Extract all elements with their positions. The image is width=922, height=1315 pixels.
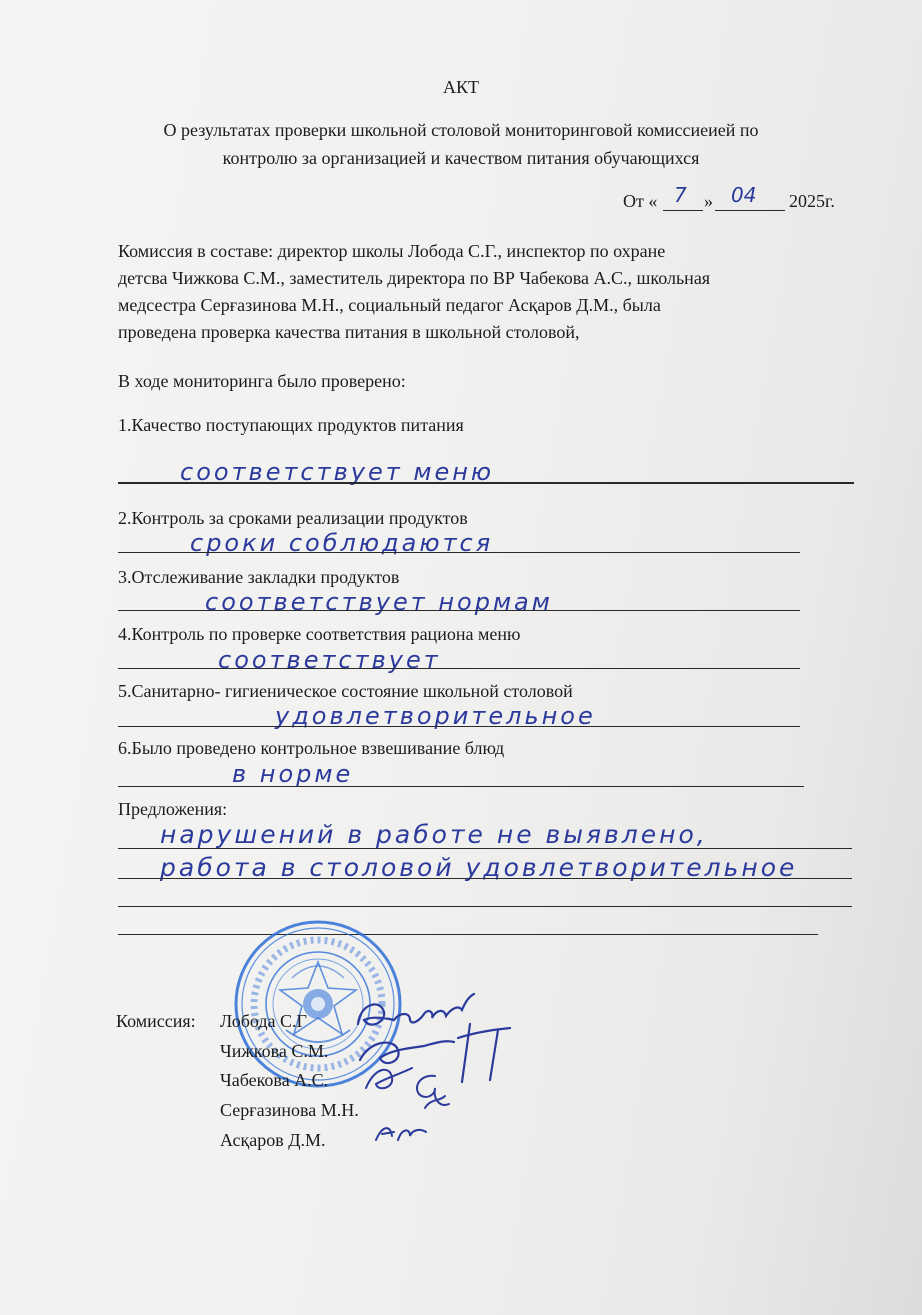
- member-chizhkova: Чижкова С.М.: [220, 1041, 329, 1061]
- monitoring-heading: В ходе мониторинга было проверено:: [118, 371, 406, 391]
- signature-sergazinova: [405, 1068, 455, 1118]
- proposals-rule-3: [118, 906, 852, 907]
- item-3-line: [118, 610, 800, 611]
- date-mid: »: [704, 191, 713, 211]
- item-6-line: [118, 786, 804, 787]
- proposals-label: Предложения:: [118, 799, 228, 819]
- member-chabekova: Чабекова А.С.: [220, 1070, 329, 1090]
- member-askarov: Асқаров Д.М.: [220, 1130, 326, 1150]
- date-year: 2025г.: [789, 191, 835, 211]
- item-6-label: 6.Было проведено контрольное взвешивание блюд: [118, 738, 505, 758]
- item-2-answer: сроки соблюдаются: [190, 529, 494, 557]
- item-5-line: [118, 726, 800, 727]
- item-1-label: 1.Качество поступающих продуктов питания: [118, 415, 464, 435]
- intro-line-2: детсва Чижкова С.М., заместитель директора по ВР Чабекова А.С., школьная: [118, 268, 711, 288]
- intro-line-4: проведена проверка качества питания в школьной столовой,: [118, 322, 580, 342]
- item-4-line: [118, 668, 800, 669]
- date-day: 7: [674, 183, 687, 207]
- item-4-answer: соответствует: [218, 646, 441, 674]
- item-3-answer: соответствует нормам: [205, 588, 553, 616]
- document-subtitle-line-2: контролю за организацией и качеством питания обучающихся: [222, 148, 700, 168]
- intro-line-1: Комиссия в составе: директор школы Лобода С.Г., инспектор по охране: [118, 241, 666, 261]
- item-1-line: [118, 482, 854, 484]
- item-5-answer: удовлетворительное: [275, 702, 596, 730]
- member-sergazinova: Серғазинова М.Н.: [220, 1100, 359, 1120]
- proposals-line-2: работа в столовой удовлетворительное: [160, 853, 798, 882]
- item-3-label: 3.Отслеживание закладки продуктов: [118, 567, 400, 587]
- item-4-label: 4.Контроль по проверке соответствия рациона меню: [118, 624, 521, 644]
- intro-line-3: медсестра Серғазинова М.Н., социальный педагог Асқаров Д.М., была: [118, 295, 661, 315]
- date-month: 04: [731, 183, 757, 207]
- date-month-line: [715, 210, 785, 211]
- item-2-line: [118, 552, 800, 553]
- proposals-rule-2: [118, 878, 852, 879]
- member-lobada: Лобода С.Г: [220, 1011, 307, 1031]
- item-6-answer: в норме: [232, 760, 354, 788]
- proposals-line-1: нарушений в работе не выявлено,: [160, 820, 708, 849]
- commission-label: Комиссия:: [116, 1011, 196, 1031]
- document-title: АКТ: [443, 77, 479, 97]
- item-5-label: 5.Санитарно- гигиеническое состояние школьной столовой: [118, 681, 573, 701]
- document-subtitle-line-1: О результатах проверки школьной столовой мониторинговой комиссиеией по: [163, 120, 759, 140]
- item-2-label: 2.Контроль за сроками реализации продуктов: [118, 508, 468, 528]
- proposals-rule-1: [118, 848, 852, 849]
- item-1-answer: соответствует меню: [180, 458, 495, 486]
- signature-askarov: [372, 1118, 432, 1148]
- date-day-line: [663, 210, 703, 211]
- date-prefix: От «: [623, 191, 658, 211]
- proposals-rule-4: [118, 934, 818, 935]
